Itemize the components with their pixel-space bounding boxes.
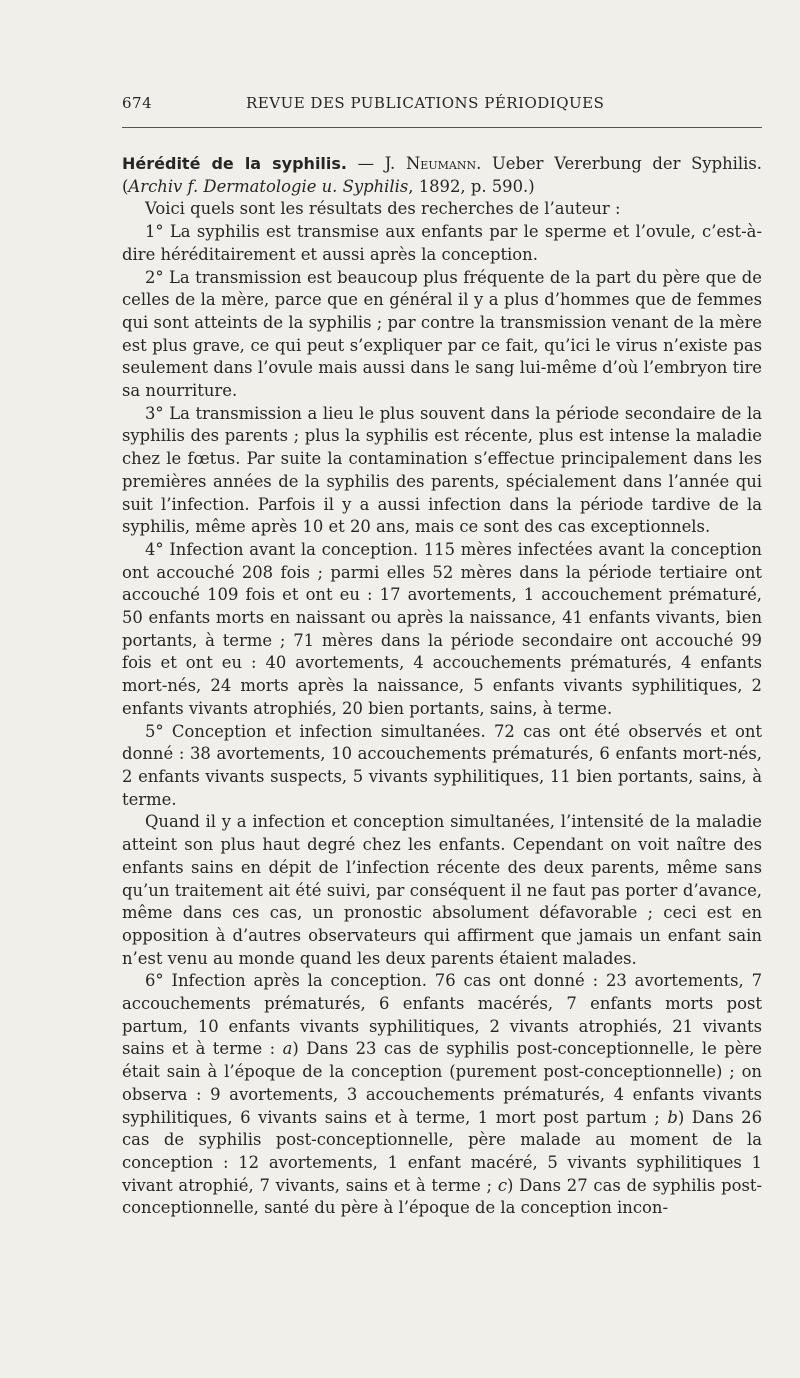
article-title: Hérédité de la syphilis. [122,154,347,173]
page-number: 674 [122,94,153,112]
heading-dash: — J. [347,154,406,173]
paragraph-discussion: Quand il y a infection et conception simultanées, l’intensité de la maladie atteint son plus haut degré chez les enfants. Cependant on voit naître des enfants sains en dépit de l’infection récente des deux parents, même sans qu’un traitement ait été suivi, par conséquent il ne faut pas porter d’avance, même dans ces cas, un pronostic absolument défavorable ; ceci est en opposition à d’autres observateurs qui affirment que jamais un enfant sain n’est venu au monde quand les deux parents étaient malades. [122,812,762,968]
running-title: REVUE DES PUBLICATIONS PÉRIODIQUES [246,94,605,112]
marker-a: a [282,1039,293,1059]
paragraph-6-part-c: ) Dans 26 cas de syphilis post-conceptionnelle, père malade au moment de la conception : 12 avortements, 1 enfant macéré, 5 vivants syphilitiques 1 vivant atrophié, 7 vivants, sains et à terme ; [122,1107,762,1195]
marker-b: b [667,1107,678,1127]
journal-name: Archiv f. Dermatologie u. Syphilis [128,176,409,196]
paragraph-3: 3° La transmission a lieu le plus souvent dans la période secondaire de la syphilis des parents ; plus la syphilis est récente, plus est intense la maladie chez le fœtus. Par suite la contamination s’effectue principalement dans les premières années de la syphilis des parents, spécialement dans l’année qui suit l’infection. Parfois il y a aussi infection dans la période tardive de la syphilis, même après 10 et 20 ans, mais ce sont des cas exceptionnels. [122,403,762,537]
article-source: . Ueber Vererbung der Syphilis. ( [122,154,762,196]
article-body [122,153,762,1220]
paragraph-6 [122,970,762,1220]
article-author: Neumann [405,154,477,173]
page-header [122,92,762,114]
article-heading [122,153,762,198]
paragraph-1: 1° La syphilis est transmise aux enfants par le sperme et l’ovule, c’est-à-dire héréditairement et aussi après la conception. [122,222,762,264]
paragraph-5: 5° Conception et infection simultanées. 72 cas ont été observés et ont donné : 38 avortements, 10 accouchements prématurés, 6 enfants mort-nés, 2 enfants vivants suspects, 5 vivants syphilitiques, 11 bien portants, sains, à terme. [122,721,762,809]
paragraph-6-part-b: ) Dans 23 cas de syphilis post-conceptionnelle, le père était sain à l’époque de la conception (purement post-conceptionnelle) ; on observa : 9 avortements, 3 accouchements prématurés, 4 enfants vivants syphilitiques, 6 vivants sains et à terme, 1 mort post partum ; [122,1039,763,1127]
header-rule [122,127,762,128]
paragraph-6-part-d: ) Dans 27 cas de syphilis post-conceptionnelle, santé du père à l’époque de la conception incon- [122,1175,762,1218]
paragraph-6-part-a: 6° Infection après la conception. 76 cas ont donné : 23 avortements, 7 accouchements prématurés, 6 enfants macérés, 7 enfants morts post partum, 10 enfants vivants syphilitiques, 2 vivants atrophiés, 21 vivants sains et à terme : [122,971,762,1059]
citation-details: , 1892, p. 590.) [408,176,535,196]
paragraph-intro: Voici quels sont les résultats des recherches de l’auteur : [145,199,621,219]
marker-c: c [497,1175,508,1195]
paragraph-4: 4° Infection avant la conception. 115 mères infectées avant la conception ont accouché 208 fois ; parmi elles 52 mères dans la période tertiaire ont accouché 109 fois et ont eu : 17 avortements, 1 accouchement prématuré, 50 enfants morts en naissant ou après la naissance, 41 enfants vivants, bien portants, à terme ; 71 mères dans la période secondaire ont accouché 99 fois et ont eu : 40 avortements, 4 accouchements prématurés, 4 enfants mort-nés, 24 morts après la naissance, 5 enfants vivants syphilitiques, 2 enfants vivants atrophiés, 20 bien portants, sains, à terme. [122,539,762,718]
paragraph-2: 2° La transmission est beaucoup plus fréquente de la part du père que de celles de la mère, parce que en général il y a plus d’hommes que de femmes qui sont atteints de la syphilis ; par contre la transmission venant de la mère est plus grave, ce qui peut s’expliquer par ce fait, qu’ici le virus n’existe pas seulement dans l’ovule mais aussi dans le sang lui-même d’où l’embryon tire sa nourriture. [122,267,762,401]
